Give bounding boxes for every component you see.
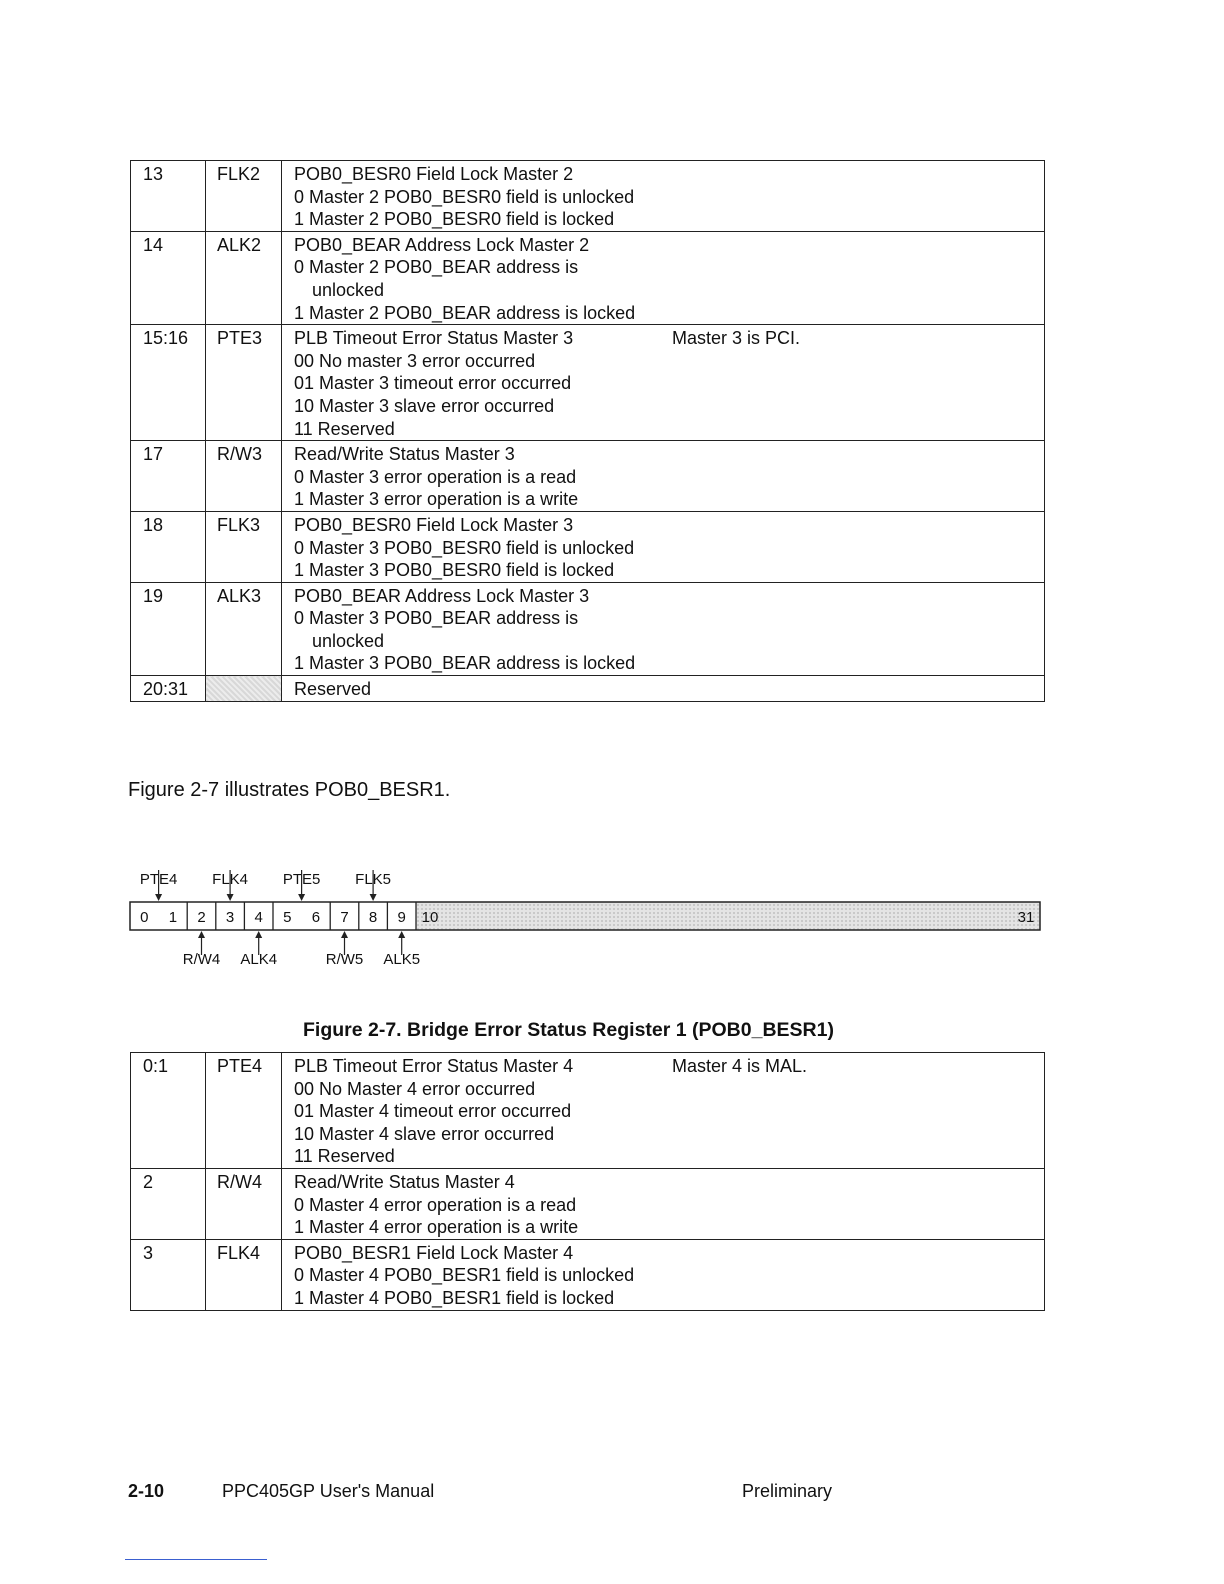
bit-number: 4 [254,909,263,926]
bit-range: 2 [131,1168,206,1239]
field-name: PTE4 [206,1053,282,1169]
description-line: 00 No Master 4 error occurred [294,1078,536,1099]
description-line: unlocked [312,279,385,300]
description-line: 0 Master 2 POB0_BEAR address is [294,257,579,278]
field-name [206,676,282,702]
up-arrow-icon [341,931,348,938]
table-row [131,511,1045,582]
description-line: POB0_BESR0 Field Lock Master 3 [294,514,574,535]
bottom-field-label: ALK4 [240,951,278,968]
description-line: Reserved [294,679,372,700]
field-note [672,514,1044,582]
bottom-field-label: ALK5 [383,951,421,968]
figure-intro-text: Figure 2-7 illustrates POB0_BESR1. [128,779,451,801]
field-note [672,585,1044,675]
bit-number: 2 [197,909,206,926]
down-arrow-icon [370,894,377,901]
description-line: 1 Master 3 error operation is a write [294,489,579,510]
description-line: 11 Reserved [294,418,395,439]
up-arrow-icon [198,931,205,938]
field-name: ALK2 [206,231,282,324]
description-line: 0 Master 2 POB0_BESR0 field is unlocked [294,186,635,207]
bottom-field-label: R/W4 [182,951,221,968]
description-line: 1 Master 4 POB0_BESR1 field is locked [294,1287,615,1308]
field-description [282,1053,1045,1169]
bit-number: 1 [168,909,178,926]
footer-rule [125,1559,267,1560]
field-note: Master 3 is PCI. [672,328,801,349]
down-arrow-icon [155,894,162,901]
bit-range: 14 [131,231,206,324]
description-line: 0 Master 4 POB0_BESR1 field is unlocked [294,1265,635,1286]
description-line: 0 Master 3 POB0_BESR0 field is unlocked [294,537,635,558]
field-name: FLK2 [206,161,282,232]
description-line: 0 Master 3 error operation is a read [294,466,577,487]
description-line: Read/Write Status Master 3 [294,444,515,465]
description-line: POB0_BESR1 Field Lock Master 4 [294,1242,574,1263]
field-name: R/W3 [206,441,282,512]
bit-range: 18 [131,511,206,582]
field-description [282,676,1045,702]
description-line: POB0_BEAR Address Lock Master 2 [294,234,590,255]
description-line: POB0_BEAR Address Lock Master 3 [294,585,590,606]
table-row [131,161,1045,232]
bit-number: 8 [368,909,378,926]
table-row [131,1053,1045,1169]
table-row [131,1168,1045,1239]
down-arrow-icon [227,894,234,901]
field-description [282,231,1045,324]
description-line: 01 Master 3 timeout error occurred [294,373,572,394]
field-table-bottom [130,1052,1045,1311]
description-line: POB0_BESR0 Field Lock Master 2 [294,164,574,184]
field-description [282,161,1045,232]
description-line: 0 Master 4 error operation is a read [294,1194,577,1215]
table-row [131,1239,1045,1310]
field-note [672,234,1044,324]
up-arrow-icon [255,931,262,938]
bit-range: 13 [131,161,206,232]
description-line: 11 Reserved [294,1146,395,1167]
bit-number: 6 [311,909,321,926]
bit-range: 17 [131,441,206,512]
field-name: PTE3 [206,325,282,441]
bit-number: 3 [225,909,235,926]
description-line: 10 Master 4 slave error occurred [294,1123,555,1144]
description-line: 1 Master 3 POB0_BEAR address is locked [294,653,636,674]
field-name: R/W4 [206,1168,282,1239]
description-line: 1 Master 3 POB0_BESR0 field is locked [294,560,615,581]
bit-number: 9 [397,909,406,926]
top-field-label: PTE5 [282,871,321,888]
field-table-top [130,160,1045,702]
table-row [131,231,1045,324]
field-name: FLK3 [206,511,282,582]
field-description [282,441,1045,512]
field-description [282,325,1045,441]
field-note [672,678,1044,701]
bit-range: 20:31 [131,676,206,702]
footer-page-number: 2-10 [128,1481,165,1501]
field-note [672,1242,1044,1310]
description-line: 00 No master 3 error occurred [294,350,536,371]
bottom-field-label: R/W5 [325,951,364,968]
table-row [131,582,1045,675]
field-note [672,1171,1044,1239]
field-name: FLK4 [206,1239,282,1310]
bit-range: 3 [131,1239,206,1310]
field-description [282,1168,1045,1239]
field-description [282,511,1045,582]
description-line: 1 Master 2 POB0_BESR0 field is locked [294,209,615,230]
footer-status: Preliminary [742,1481,833,1501]
bit-number: 0 [140,909,149,926]
field-note [672,163,1044,231]
description-line: 1 Master 4 error operation is a write [294,1217,579,1238]
field-note [672,443,1044,511]
bit-range: 15:16 [131,325,206,441]
bit-number: 31 [1017,909,1035,926]
description-line: 01 Master 4 timeout error occurred [294,1101,572,1122]
description-line: PLB Timeout Error Status Master 3 [294,328,574,349]
bit-range: 0:1 [131,1053,206,1169]
description-line: 0 Master 3 POB0_BEAR address is [294,608,579,629]
up-arrow-icon [398,931,405,938]
figure-title: Figure 2-7. Bridge Error Status Register 1 (POB0_BESR1) [303,1019,834,1041]
bit-range: 19 [131,582,206,675]
description-line: 10 Master 3 slave error occurred [294,395,555,416]
description-line: Read/Write Status Master 4 [294,1171,515,1192]
field-description [282,582,1045,675]
reserved-bits-shading [416,902,1040,930]
table-row [131,441,1045,512]
description-line: PLB Timeout Error Status Master 4 [294,1056,574,1076]
top-field-label: FLK4 [212,871,249,888]
field-name: ALK3 [206,582,282,675]
table-row [131,676,1045,702]
field-note: Master 4 is MAL. [672,1056,808,1076]
table-row [131,325,1045,441]
description-line: 1 Master 2 POB0_BEAR address is locked [294,302,636,323]
description-line: unlocked [312,630,385,651]
top-field-label: FLK5 [355,871,392,888]
bit-number: 7 [340,909,349,926]
top-field-label: PTE4 [139,871,178,888]
footer-manual-title: PPC405GP User's Manual [222,1481,435,1501]
register-diagram [125,860,1045,980]
field-description [282,1239,1045,1310]
bit-number: 10 [421,909,439,926]
down-arrow-icon [298,894,305,901]
bit-number: 5 [283,909,292,926]
